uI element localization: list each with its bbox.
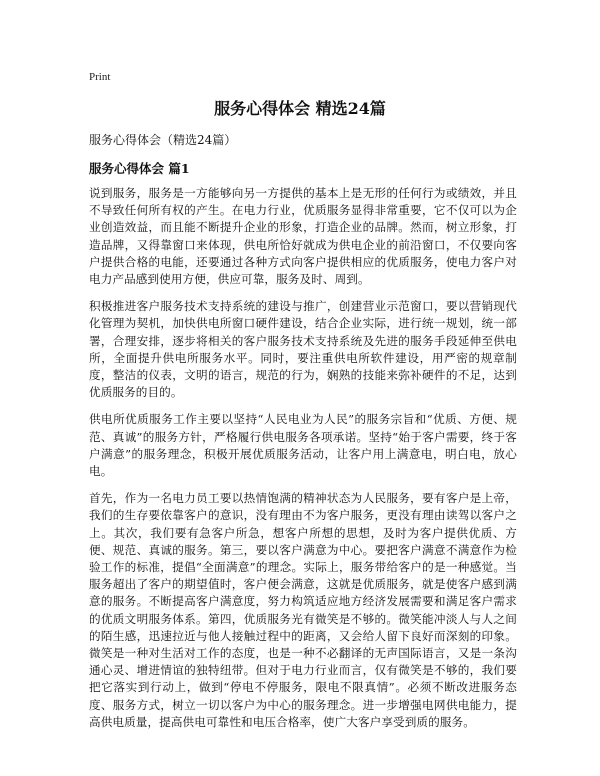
section-heading: 服务心得体会 篇1 bbox=[89, 161, 190, 176]
paragraph-3: 供电所优质服务工作主要以坚持“人民电业为人民”的服务宗旨和“优质、方便、规范、真诚”的服务方针，严格履行供电服务各项承诺。坚持“始于客户需要，终于客户满意”的服务理念，积极开展优质服务活动，让客户用上满意电，明白电，放心电。 bbox=[89, 412, 517, 479]
print-link[interactable]: Print bbox=[89, 71, 111, 83]
document-subtitle: 服务心得体会（精选24篇） bbox=[89, 133, 237, 147]
paragraph-1: 说到服务，服务是一方能够向另一方提供的基本上是无形的任何行为或绩效，并且不导致任何所有权的产生。在电力行业，优质服务显得非常重要，它不仅可以为企业创造效益，而且能不断提升企业的形象，打造企业的品牌。然而，树立形象，打造品牌，又得靠窗口来体现，供电所恰好就成为供电企业的前沿窗口，不仅要向客户提供合格的电能，还要通过各种方式向客户提供相应的优质服务，使电力客户对电力产品感到使用方便，供应可靠，服务及时、周到。 bbox=[89, 186, 517, 287]
paragraph-2: 积极推进客户服务技术支持系统的建设与推广，创建营业示范窗口，要以营销现代化管理为契机，加快供电所窗口硬件建设，结合企业实际，进行统一规划，统一部署，合理安排，逐步将相关的客户服务技术支持系统及先进的服务手段延伸至供电所，全面提升供电所服务水平。同时，要注重供电所软件建设，用严密的规章制度，整洁的仪表，文明的语言，规范的行为，娴熟的技能来弥补硬件的不足，达到优质服务的目的。 bbox=[89, 299, 517, 400]
document-title: 服务心得体会 精选24篇 bbox=[214, 99, 386, 118]
document-body bbox=[89, 185, 517, 741]
paragraph-4: 首先，作为一名电力员工要以热情饱满的精神状态为人民服务，要有客户是上帝，我们的生存要依靠客户的意识，没有理由不为客户服务，更没有理由读驾以客户之上。其次，我们要有急客户所急，想客户所想的思想，及时为客户提供优质、方便、规范、真诚的服务。第三，要以客户满意为中心。要把客户满意不满意作为检验工作的标准，提倡“全面满意”的理念。实际上，服务带给客户的是一种感觉。当服务超出了客户的期望值时，客户便会满意，这就是优质服务，就是使客户感到满意的服务。不断提高客户满意度，努力构筑适应地方经济发展需要和满足客户需求的优质文明服务体系。第四，优质服务光有微笑是不够的。微笑能冲淡人与人之间的陌生感，迅速拉近与他人接触过程中的距离，又会给人留下良好而深刻的印象。微笑是一种对生活对工作的态度，也是一种不必翻译的无声国际语言，又是一条沟通心灵、增进情谊的独特纽带。但对于电力行业而言，仅有微笑是不够的，我们要把它落实到行动上，做到“停电不停服务，限电不限真情”。必须不断改进服务态度、服务方式，树立一切以客户为中心的服务理念。进一步增强电网供电能力，提高供电质量，提高供电可靠性和电压合格率，使广大客户享受到质的服务。 bbox=[89, 491, 517, 729]
